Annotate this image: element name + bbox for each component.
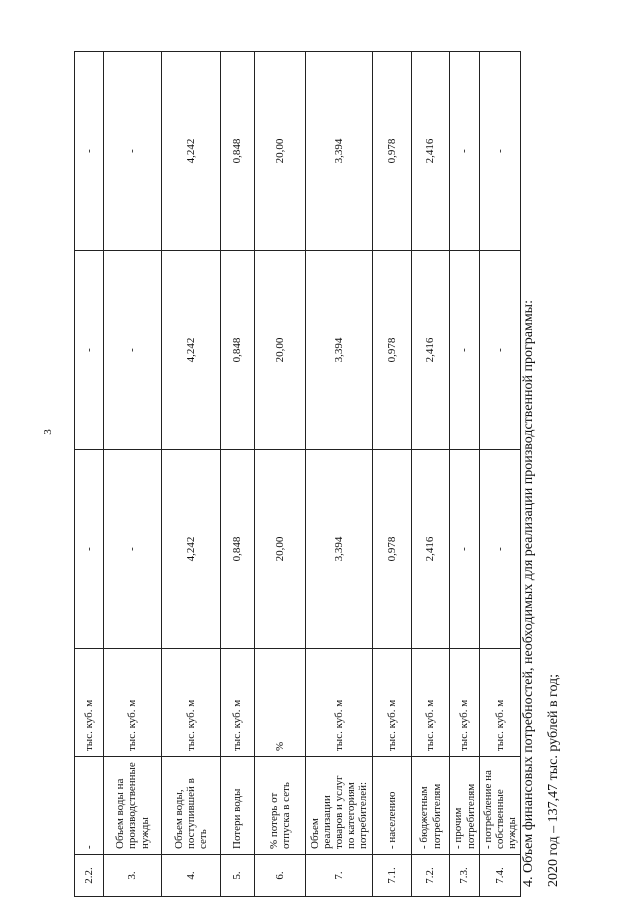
value-cell-2: - <box>75 251 104 450</box>
value-cell-2: 20,00 <box>255 251 306 450</box>
unit-cell: тыс. куб. м <box>162 649 221 757</box>
table-row <box>450 52 480 897</box>
page-number: 3 <box>42 429 54 435</box>
unit-cell: тыс. куб. м <box>412 649 450 757</box>
unit-cell: тыс. куб. м <box>75 649 104 757</box>
value-cell-1: 2,416 <box>412 450 450 649</box>
indicator-name: Потери воды <box>221 757 255 855</box>
value-cell-1: 0,848 <box>221 450 255 649</box>
unit-cell: тыс. куб. м <box>373 649 412 757</box>
indicator-name: - <box>75 757 104 855</box>
row-number: 7.1. <box>373 855 412 897</box>
value-cell-1: - <box>104 450 162 649</box>
value-cell-3: 0,978 <box>373 52 412 251</box>
value-cell-1: - <box>75 450 104 649</box>
row-number: 5. <box>221 855 255 897</box>
row-number: 6. <box>255 855 306 897</box>
rotated-page-content <box>74 52 566 897</box>
value-cell-1: - <box>450 450 480 649</box>
value-cell-2: 0,848 <box>221 251 255 450</box>
row-number: 2.2. <box>75 855 104 897</box>
table-row <box>104 52 162 897</box>
row-number: 7.4. <box>480 855 521 897</box>
table-row <box>480 52 521 897</box>
unit-cell: тыс. куб. м <box>306 649 373 757</box>
indicator-name: Объем реализации товаров и услуг по категориям потребителей: <box>306 757 373 855</box>
table-row <box>162 52 221 897</box>
row-number: 7.3. <box>450 855 480 897</box>
unit-cell: тыс. куб. м <box>221 649 255 757</box>
table-row <box>255 52 306 897</box>
unit-cell: тыс. куб. м <box>104 649 162 757</box>
indicator-name: - населению <box>373 757 412 855</box>
value-cell-2: 4,242 <box>162 251 221 450</box>
indicator-name: % потерь от отпуска в сеть <box>255 757 306 855</box>
table-row <box>221 52 255 897</box>
value-cell-3: 20,00 <box>255 52 306 251</box>
value-cell-2: - <box>104 251 162 450</box>
value-cell-3: 3,394 <box>306 52 373 251</box>
production-program-table <box>74 51 521 897</box>
value-cell-3: 4,242 <box>162 52 221 251</box>
table-row <box>412 52 450 897</box>
indicator-name: - прочим потребителям <box>450 757 480 855</box>
value-cell-1: 20,00 <box>255 450 306 649</box>
value-cell-3: 0,848 <box>221 52 255 251</box>
table-row <box>75 52 104 897</box>
value-cell-1: 0,978 <box>373 450 412 649</box>
value-cell-3: - <box>450 52 480 251</box>
unit-cell: тыс. куб. м <box>450 649 480 757</box>
value-cell-1: 4,242 <box>162 450 221 649</box>
financial-needs-heading: 4. Объем финансовых потребностей, необходимых для реализации производственной программы: <box>521 300 536 887</box>
value-cell-2: 2,416 <box>412 251 450 450</box>
row-number: 3. <box>104 855 162 897</box>
row-number: 7. <box>306 855 373 897</box>
financial-needs-2020: 2020 год – 137,47 тыс. рублей в год; <box>546 673 561 887</box>
value-cell-2: 0,978 <box>373 251 412 450</box>
unit-cell: тыс. куб. м <box>480 649 521 757</box>
table-row <box>306 52 373 897</box>
value-cell-2: - <box>450 251 480 450</box>
value-cell-3: 2,416 <box>412 52 450 251</box>
table-row <box>373 52 412 897</box>
unit-cell: % <box>255 649 306 757</box>
row-number: 7.2. <box>412 855 450 897</box>
value-cell-2: 3,394 <box>306 251 373 450</box>
value-cell-3: - <box>75 52 104 251</box>
row-number: 4. <box>162 855 221 897</box>
value-cell-3: - <box>480 52 521 251</box>
value-cell-3: - <box>104 52 162 251</box>
indicator-name: - потребление на собственные нужды <box>480 757 521 855</box>
value-cell-1: 3,394 <box>306 450 373 649</box>
indicator-name: Объем воды, поступившей в сеть <box>162 757 221 855</box>
indicator-name: Объем воды на производственные нужды <box>104 757 162 855</box>
indicator-name: - бюджетным потребителям <box>412 757 450 855</box>
value-cell-1: - <box>480 450 521 649</box>
value-cell-2: - <box>480 251 521 450</box>
